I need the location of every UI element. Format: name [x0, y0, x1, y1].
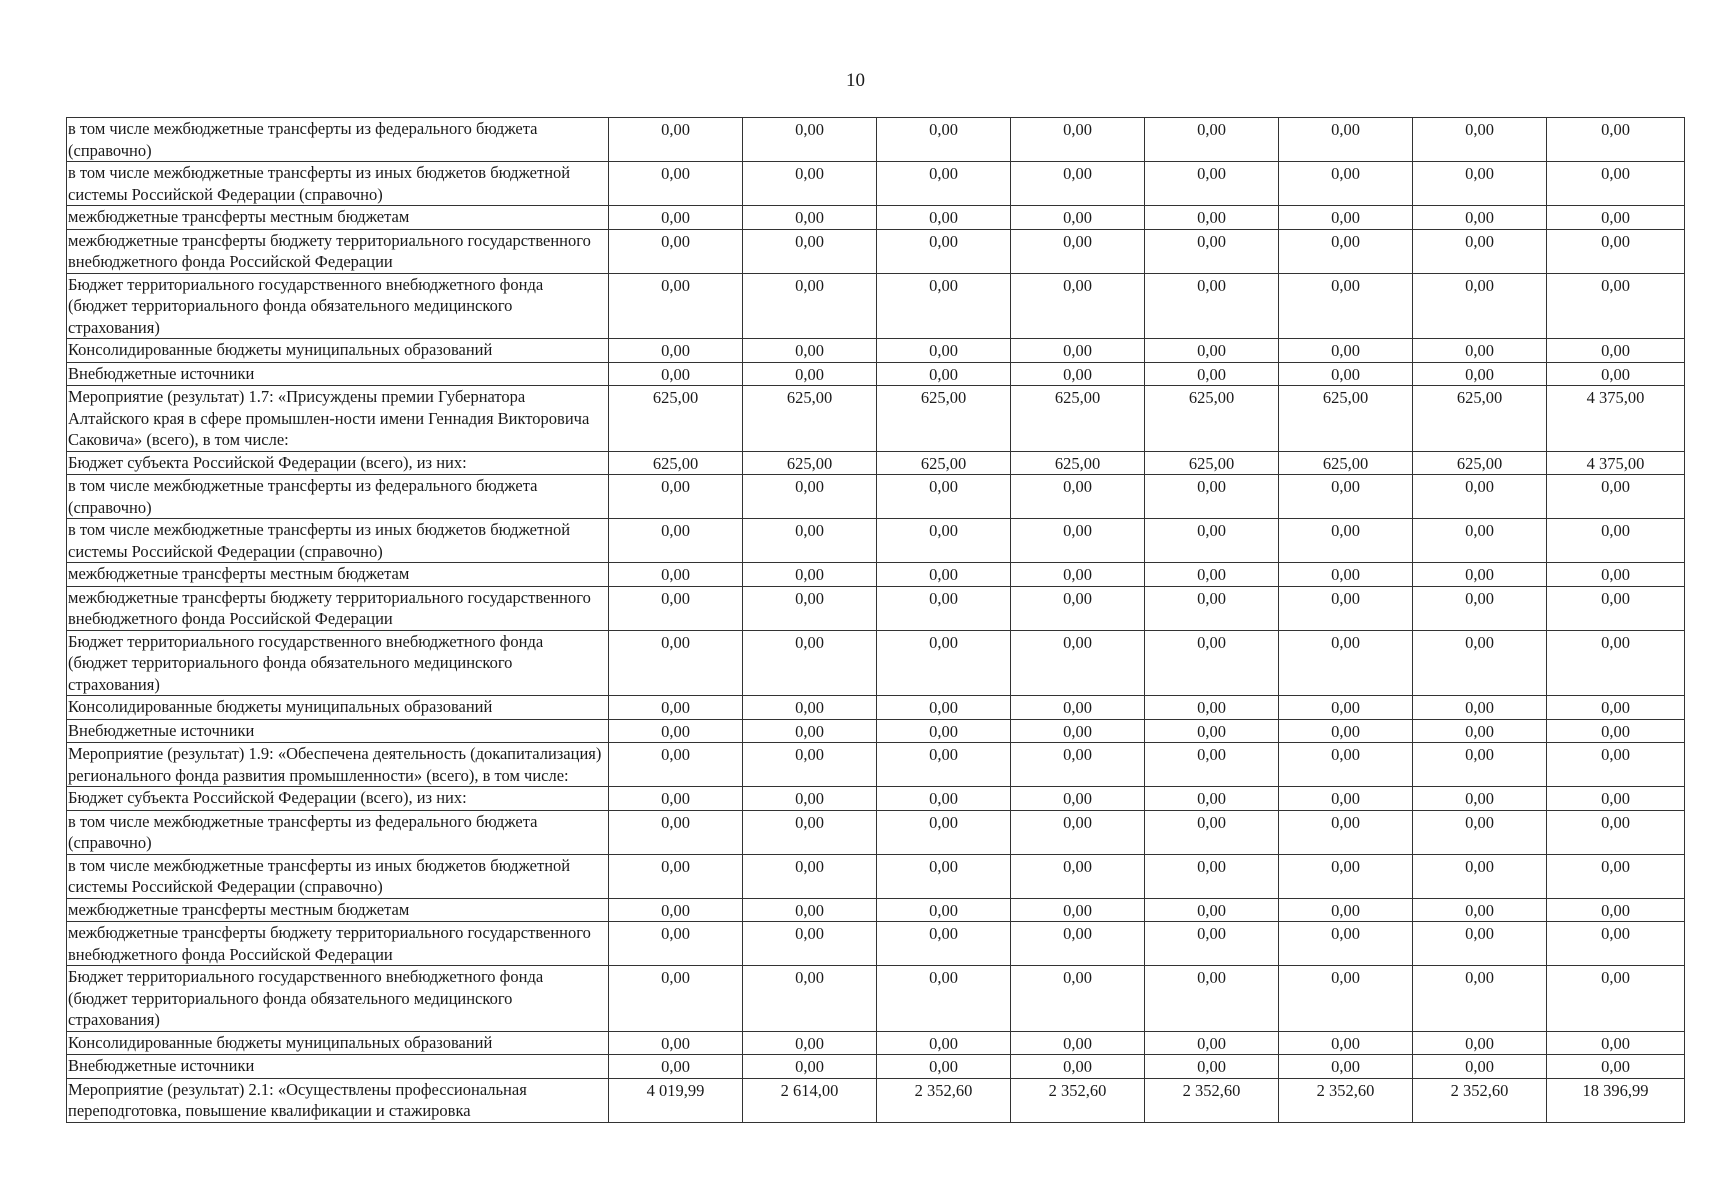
value-cell: 0,00	[1547, 696, 1685, 720]
row-label: Мероприятие (результат) 1.9: «Обеспечена деятельность (докапитализация) регионального фонда развития промышленности» (всего), в том числе:	[67, 743, 609, 787]
table-row	[67, 787, 1685, 811]
value-cell: 0,00	[877, 362, 1011, 386]
row-label: межбюджетные трансферты местным бюджетам	[67, 206, 609, 230]
value-cell: 0,00	[1413, 898, 1547, 922]
value-cell: 0,00	[1011, 229, 1145, 273]
value-cell: 0,00	[743, 162, 877, 206]
value-cell: 0,00	[877, 696, 1011, 720]
value-cell: 0,00	[1279, 630, 1413, 696]
value-cell: 0,00	[1011, 339, 1145, 363]
value-cell: 0,00	[1547, 229, 1685, 273]
value-cell: 0,00	[1547, 118, 1685, 162]
value-cell: 0,00	[1279, 475, 1413, 519]
row-label: в том числе межбюджетные трансферты из иных бюджетов бюджетной системы Российской Федерации (справочно)	[67, 519, 609, 563]
value-cell: 0,00	[1011, 1031, 1145, 1055]
value-cell: 0,00	[1413, 563, 1547, 587]
row-label: Бюджет территориального государственного внебюджетного фонда (бюджет территориального фонда обязательного медицинского страхования)	[67, 273, 609, 339]
value-cell: 625,00	[1145, 451, 1279, 475]
value-cell: 0,00	[609, 898, 743, 922]
value-cell: 0,00	[1145, 966, 1279, 1032]
value-cell: 0,00	[1279, 719, 1413, 743]
table-row	[67, 966, 1685, 1032]
value-cell: 0,00	[1011, 743, 1145, 787]
value-cell: 0,00	[743, 339, 877, 363]
value-cell: 0,00	[609, 563, 743, 587]
value-cell: 0,00	[1413, 273, 1547, 339]
value-cell: 0,00	[609, 966, 743, 1032]
value-cell: 0,00	[877, 1055, 1011, 1079]
value-cell: 0,00	[1145, 854, 1279, 898]
value-cell: 0,00	[877, 229, 1011, 273]
row-label: межбюджетные трансферты местным бюджетам	[67, 563, 609, 587]
value-cell: 0,00	[1145, 787, 1279, 811]
table-row	[67, 206, 1685, 230]
row-label: Внебюджетные источники	[67, 1055, 609, 1079]
value-cell: 0,00	[1279, 339, 1413, 363]
value-cell: 0,00	[877, 787, 1011, 811]
value-cell: 625,00	[743, 386, 877, 452]
value-cell: 0,00	[1413, 922, 1547, 966]
table-row	[67, 854, 1685, 898]
table-row	[67, 118, 1685, 162]
value-cell: 2 352,60	[1279, 1078, 1413, 1122]
value-cell: 0,00	[1145, 696, 1279, 720]
value-cell: 0,00	[743, 519, 877, 563]
value-cell: 0,00	[1279, 898, 1413, 922]
value-cell: 0,00	[1011, 475, 1145, 519]
table-row	[67, 386, 1685, 452]
table-row	[67, 1055, 1685, 1079]
value-cell: 625,00	[1413, 386, 1547, 452]
value-cell: 0,00	[877, 586, 1011, 630]
value-cell: 0,00	[743, 696, 877, 720]
value-cell: 4 375,00	[1547, 386, 1685, 452]
row-label: Мероприятие (результат) 2.1: «Осуществлены профессиональная переподготовка, повышение квалификации и стажировка	[67, 1078, 609, 1122]
value-cell: 0,00	[1279, 696, 1413, 720]
value-cell: 0,00	[1413, 519, 1547, 563]
value-cell: 0,00	[1011, 966, 1145, 1032]
value-cell: 625,00	[1279, 451, 1413, 475]
value-cell: 0,00	[877, 922, 1011, 966]
value-cell: 0,00	[877, 854, 1011, 898]
value-cell: 0,00	[1547, 586, 1685, 630]
value-cell: 0,00	[1279, 743, 1413, 787]
value-cell: 0,00	[1279, 118, 1413, 162]
value-cell: 0,00	[1011, 696, 1145, 720]
value-cell: 0,00	[1011, 162, 1145, 206]
value-cell: 0,00	[1011, 273, 1145, 339]
row-label: Бюджет субъекта Российской Федерации (всего), из них:	[67, 451, 609, 475]
value-cell: 0,00	[1413, 1055, 1547, 1079]
value-cell: 0,00	[1413, 719, 1547, 743]
table-row	[67, 339, 1685, 363]
table-row	[67, 563, 1685, 587]
page-number: 10	[846, 70, 865, 91]
table-row	[67, 810, 1685, 854]
value-cell: 0,00	[877, 563, 1011, 587]
value-cell: 0,00	[1547, 854, 1685, 898]
value-cell: 625,00	[1011, 386, 1145, 452]
value-cell: 0,00	[1011, 519, 1145, 563]
value-cell: 0,00	[1413, 696, 1547, 720]
value-cell: 0,00	[609, 696, 743, 720]
row-label: Бюджет субъекта Российской Федерации (всего), из них:	[67, 787, 609, 811]
value-cell: 0,00	[1145, 1031, 1279, 1055]
value-cell: 0,00	[877, 273, 1011, 339]
value-cell: 0,00	[1413, 118, 1547, 162]
value-cell: 2 614,00	[743, 1078, 877, 1122]
value-cell: 0,00	[1145, 339, 1279, 363]
value-cell: 0,00	[1011, 787, 1145, 811]
value-cell: 0,00	[609, 922, 743, 966]
value-cell: 0,00	[877, 810, 1011, 854]
value-cell: 0,00	[1413, 810, 1547, 854]
value-cell: 0,00	[1011, 206, 1145, 230]
value-cell: 0,00	[743, 1055, 877, 1079]
value-cell: 0,00	[1145, 118, 1279, 162]
value-cell: 0,00	[1413, 339, 1547, 363]
row-label: межбюджетные трансферты бюджету территориального государственного внебюджетного фонда Российской Федерации	[67, 922, 609, 966]
value-cell: 0,00	[609, 339, 743, 363]
value-cell: 0,00	[1011, 630, 1145, 696]
table-row	[67, 1078, 1685, 1122]
budget-table-body	[67, 118, 1685, 1123]
value-cell: 0,00	[743, 810, 877, 854]
value-cell: 0,00	[1279, 810, 1413, 854]
value-cell: 0,00	[743, 1031, 877, 1055]
value-cell: 0,00	[1547, 966, 1685, 1032]
value-cell: 0,00	[1547, 339, 1685, 363]
value-cell: 0,00	[1279, 586, 1413, 630]
row-label: в том числе межбюджетные трансферты из иных бюджетов бюджетной системы Российской Федерации (справочно)	[67, 854, 609, 898]
value-cell: 2 352,60	[1413, 1078, 1547, 1122]
value-cell: 625,00	[877, 451, 1011, 475]
value-cell: 0,00	[1413, 743, 1547, 787]
value-cell: 0,00	[1145, 810, 1279, 854]
value-cell: 0,00	[1547, 898, 1685, 922]
table-row	[67, 273, 1685, 339]
value-cell: 0,00	[1547, 719, 1685, 743]
table-row	[67, 362, 1685, 386]
value-cell: 0,00	[743, 206, 877, 230]
value-cell: 0,00	[1011, 810, 1145, 854]
value-cell: 0,00	[1279, 229, 1413, 273]
value-cell: 625,00	[1145, 386, 1279, 452]
value-cell: 625,00	[877, 386, 1011, 452]
value-cell: 0,00	[1145, 162, 1279, 206]
row-label: Внебюджетные источники	[67, 362, 609, 386]
value-cell: 0,00	[609, 854, 743, 898]
value-cell: 0,00	[1279, 1055, 1413, 1079]
value-cell: 0,00	[1011, 898, 1145, 922]
value-cell: 625,00	[609, 386, 743, 452]
row-label: Внебюджетные источники	[67, 719, 609, 743]
value-cell: 0,00	[1145, 229, 1279, 273]
value-cell: 0,00	[1547, 162, 1685, 206]
value-cell: 625,00	[1279, 386, 1413, 452]
value-cell: 0,00	[1011, 118, 1145, 162]
value-cell: 2 352,60	[1145, 1078, 1279, 1122]
value-cell: 0,00	[743, 719, 877, 743]
value-cell: 625,00	[743, 451, 877, 475]
value-cell: 0,00	[743, 563, 877, 587]
value-cell: 0,00	[609, 1055, 743, 1079]
value-cell: 0,00	[1279, 922, 1413, 966]
value-cell: 0,00	[877, 719, 1011, 743]
value-cell: 0,00	[743, 229, 877, 273]
value-cell: 0,00	[1145, 586, 1279, 630]
budget-table	[66, 117, 1685, 1123]
value-cell: 0,00	[1145, 475, 1279, 519]
value-cell: 0,00	[1547, 743, 1685, 787]
value-cell: 0,00	[1145, 273, 1279, 339]
row-label: Консолидированные бюджеты муниципальных образований	[67, 696, 609, 720]
row-label: межбюджетные трансферты бюджету территориального государственного внебюджетного фонда Российской Федерации	[67, 229, 609, 273]
value-cell: 0,00	[743, 586, 877, 630]
row-label: межбюджетные трансферты местным бюджетам	[67, 898, 609, 922]
value-cell: 0,00	[609, 810, 743, 854]
value-cell: 0,00	[1413, 475, 1547, 519]
value-cell: 0,00	[609, 162, 743, 206]
value-cell: 0,00	[1547, 519, 1685, 563]
table-row	[67, 696, 1685, 720]
value-cell: 0,00	[1547, 273, 1685, 339]
row-label: Бюджет территориального государственного внебюджетного фонда (бюджет территориального фонда обязательного медицинского страхования)	[67, 630, 609, 696]
row-label: в том числе межбюджетные трансферты из иных бюджетов бюджетной системы Российской Федерации (справочно)	[67, 162, 609, 206]
row-label: Консолидированные бюджеты муниципальных образований	[67, 339, 609, 363]
value-cell: 0,00	[1145, 630, 1279, 696]
value-cell: 0,00	[1279, 854, 1413, 898]
value-cell: 0,00	[609, 475, 743, 519]
value-cell: 0,00	[1145, 1055, 1279, 1079]
value-cell: 0,00	[1011, 854, 1145, 898]
value-cell: 0,00	[1145, 362, 1279, 386]
value-cell: 0,00	[1547, 563, 1685, 587]
table-row	[67, 922, 1685, 966]
value-cell: 0,00	[609, 229, 743, 273]
value-cell: 0,00	[1145, 206, 1279, 230]
value-cell: 0,00	[1547, 630, 1685, 696]
value-cell: 0,00	[1413, 787, 1547, 811]
value-cell: 0,00	[609, 743, 743, 787]
table-row	[67, 898, 1685, 922]
value-cell: 0,00	[877, 743, 1011, 787]
value-cell: 0,00	[609, 1031, 743, 1055]
value-cell: 0,00	[743, 630, 877, 696]
row-label: в том числе межбюджетные трансферты из федерального бюджета (справочно)	[67, 118, 609, 162]
value-cell: 0,00	[743, 922, 877, 966]
value-cell: 0,00	[1011, 922, 1145, 966]
value-cell: 0,00	[877, 630, 1011, 696]
value-cell: 0,00	[1547, 206, 1685, 230]
row-label: межбюджетные трансферты бюджету территориального государственного внебюджетного фонда Российской Федерации	[67, 586, 609, 630]
value-cell: 0,00	[877, 206, 1011, 230]
value-cell: 0,00	[609, 118, 743, 162]
value-cell: 4 375,00	[1547, 451, 1685, 475]
table-row	[67, 451, 1685, 475]
value-cell: 0,00	[1145, 898, 1279, 922]
row-label: Консолидированные бюджеты муниципальных образований	[67, 1031, 609, 1055]
table-row	[67, 475, 1685, 519]
table-row	[67, 1031, 1685, 1055]
value-cell: 0,00	[1279, 362, 1413, 386]
value-cell: 0,00	[1413, 362, 1547, 386]
value-cell: 0,00	[877, 475, 1011, 519]
value-cell: 0,00	[609, 519, 743, 563]
value-cell: 4 019,99	[609, 1078, 743, 1122]
table-row	[67, 162, 1685, 206]
value-cell: 0,00	[1145, 719, 1279, 743]
value-cell: 0,00	[877, 898, 1011, 922]
value-cell: 0,00	[877, 339, 1011, 363]
value-cell: 0,00	[1279, 206, 1413, 230]
value-cell: 0,00	[609, 206, 743, 230]
value-cell: 0,00	[1279, 162, 1413, 206]
value-cell: 0,00	[1279, 519, 1413, 563]
value-cell: 0,00	[1413, 229, 1547, 273]
value-cell: 0,00	[1547, 810, 1685, 854]
value-cell: 0,00	[1145, 922, 1279, 966]
table-row	[67, 586, 1685, 630]
value-cell: 0,00	[1413, 1031, 1547, 1055]
value-cell: 0,00	[1145, 519, 1279, 563]
value-cell: 625,00	[1413, 451, 1547, 475]
value-cell: 0,00	[877, 1031, 1011, 1055]
value-cell: 0,00	[877, 118, 1011, 162]
value-cell: 0,00	[1547, 922, 1685, 966]
value-cell: 0,00	[1011, 719, 1145, 743]
value-cell: 0,00	[609, 719, 743, 743]
value-cell: 0,00	[1279, 966, 1413, 1032]
row-label: Мероприятие (результат) 1.7: «Присуждены премии Губернатора Алтайского края в сфере промышлен-ности имени Геннадия Викторовича Саковича» (всего), в том числе:	[67, 386, 609, 452]
value-cell: 2 352,60	[1011, 1078, 1145, 1122]
value-cell: 0,00	[1413, 206, 1547, 230]
value-cell: 0,00	[1413, 630, 1547, 696]
value-cell: 0,00	[1279, 787, 1413, 811]
value-cell: 0,00	[1413, 966, 1547, 1032]
row-label: Бюджет территориального государственного внебюджетного фонда (бюджет территориального фонда обязательного медицинского страхования)	[67, 966, 609, 1032]
value-cell: 0,00	[1413, 586, 1547, 630]
value-cell: 0,00	[1011, 1055, 1145, 1079]
value-cell: 0,00	[877, 519, 1011, 563]
table-row	[67, 229, 1685, 273]
value-cell: 0,00	[1413, 162, 1547, 206]
value-cell: 0,00	[1011, 362, 1145, 386]
value-cell: 0,00	[1547, 1055, 1685, 1079]
value-cell: 0,00	[1145, 563, 1279, 587]
value-cell: 0,00	[743, 854, 877, 898]
value-cell: 0,00	[1547, 475, 1685, 519]
row-label: в том числе межбюджетные трансферты из федерального бюджета (справочно)	[67, 475, 609, 519]
value-cell: 0,00	[1279, 273, 1413, 339]
value-cell: 0,00	[1145, 743, 1279, 787]
value-cell: 0,00	[1011, 563, 1145, 587]
value-cell: 0,00	[743, 362, 877, 386]
value-cell: 0,00	[1413, 854, 1547, 898]
value-cell: 0,00	[1011, 586, 1145, 630]
value-cell: 0,00	[877, 162, 1011, 206]
value-cell: 0,00	[743, 475, 877, 519]
value-cell: 0,00	[743, 743, 877, 787]
value-cell: 0,00	[1547, 1031, 1685, 1055]
value-cell: 0,00	[743, 273, 877, 339]
value-cell: 0,00	[743, 898, 877, 922]
value-cell: 2 352,60	[877, 1078, 1011, 1122]
value-cell: 0,00	[743, 787, 877, 811]
value-cell: 625,00	[609, 451, 743, 475]
row-label: в том числе межбюджетные трансферты из федерального бюджета (справочно)	[67, 810, 609, 854]
value-cell: 0,00	[1547, 787, 1685, 811]
table-row	[67, 743, 1685, 787]
value-cell: 0,00	[609, 630, 743, 696]
value-cell: 0,00	[609, 273, 743, 339]
value-cell: 0,00	[609, 586, 743, 630]
table-row	[67, 519, 1685, 563]
value-cell: 625,00	[1011, 451, 1145, 475]
value-cell: 0,00	[1279, 1031, 1413, 1055]
value-cell: 0,00	[609, 362, 743, 386]
value-cell: 0,00	[1547, 362, 1685, 386]
value-cell: 0,00	[609, 787, 743, 811]
table-row	[67, 719, 1685, 743]
table-row	[67, 630, 1685, 696]
value-cell: 18 396,99	[1547, 1078, 1685, 1122]
value-cell: 0,00	[743, 966, 877, 1032]
value-cell: 0,00	[877, 966, 1011, 1032]
value-cell: 0,00	[1279, 563, 1413, 587]
value-cell: 0,00	[743, 118, 877, 162]
